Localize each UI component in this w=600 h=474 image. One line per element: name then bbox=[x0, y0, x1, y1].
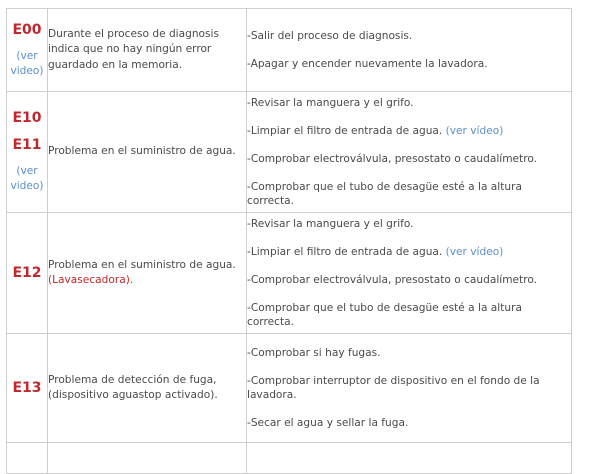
solution-cell bbox=[247, 443, 572, 474]
solution-step: -Comprobar que el tubo de desagüe esté a la altura correcta. bbox=[247, 302, 522, 328]
description-cell bbox=[48, 213, 247, 334]
solution-step: -Comprobar que el tubo de desagüe esté a la altura correcta. bbox=[247, 181, 522, 207]
error-code-e12: E12 bbox=[12, 264, 42, 281]
solution-step: -Revisar la manguera y el grifo. bbox=[247, 218, 414, 230]
solution-step: -Limpiar el filtro de entrada de agua. (ver vídeo) bbox=[247, 246, 504, 258]
solution-step: -Limpiar el filtro de entrada de agua. (ver vídeo) bbox=[247, 125, 504, 137]
video-link[interactable]: (ver bbox=[16, 165, 38, 177]
error-code-e00: E00 bbox=[12, 21, 42, 38]
solution-cell bbox=[247, 213, 572, 334]
solution-step: -Comprobar electroválvula, presostato o caudalímetro. bbox=[247, 274, 537, 286]
solution-step: -Secar el agua y sellar la fuga. bbox=[247, 417, 409, 429]
description-cell bbox=[48, 334, 247, 443]
description-cell bbox=[48, 92, 247, 213]
video-link[interactable]: (ver bbox=[16, 49, 38, 62]
solution-step: -Comprobar si hay fugas. bbox=[247, 347, 381, 359]
error-code-e10: E10 bbox=[12, 110, 42, 126]
error-codes-table bbox=[6, 8, 572, 474]
description-cell bbox=[48, 443, 247, 474]
solution-cell bbox=[247, 9, 572, 92]
description-line: Problema de detección de fuga, bbox=[48, 373, 217, 386]
code-cell bbox=[7, 443, 48, 474]
code-cell bbox=[7, 213, 48, 334]
video-link[interactable]: (ver vídeo) bbox=[445, 125, 504, 137]
description-line: guardado en la memoria. bbox=[48, 58, 183, 71]
solution-step: -Revisar la manguera y el grifo. bbox=[247, 97, 414, 109]
video-link[interactable]: video) bbox=[10, 180, 44, 192]
description-cell bbox=[48, 9, 247, 92]
description-line: indica que no hay ningún error bbox=[48, 43, 212, 56]
code-cell bbox=[7, 92, 48, 213]
error-code-e13: E13 bbox=[12, 379, 42, 396]
table-row bbox=[7, 334, 572, 443]
solution-cell bbox=[247, 334, 572, 443]
table-row bbox=[7, 9, 572, 92]
error-code-e11: E11 bbox=[12, 137, 42, 153]
description-line: (dispositivo aguastop activado). bbox=[48, 389, 218, 401]
solution-step: -Salir del proceso de diagnosis. bbox=[247, 30, 413, 42]
description-line: Problema en el suministro de agua. bbox=[48, 145, 236, 158]
description-note: (Lavasecadora). bbox=[48, 274, 134, 286]
table-row bbox=[7, 92, 572, 213]
video-link[interactable]: (ver vídeo) bbox=[445, 246, 504, 258]
table-row bbox=[7, 443, 572, 474]
solution-step: lavadora. bbox=[247, 389, 297, 401]
code-cell bbox=[7, 334, 48, 443]
video-link[interactable]: video) bbox=[10, 64, 44, 77]
solution-step: -Apagar y encender nuevamente la lavadora. bbox=[247, 58, 488, 70]
description-line: Durante el proceso de diagnosis bbox=[48, 27, 220, 40]
solution-step: -Comprobar interruptor de dispositivo en el fondo de la bbox=[247, 375, 540, 387]
table-row bbox=[7, 213, 572, 334]
solution-cell bbox=[247, 92, 572, 213]
code-cell bbox=[7, 9, 48, 92]
description-line: Problema en el suministro de agua. bbox=[48, 258, 236, 271]
solution-step: -Comprobar electroválvula, presostato o caudalímetro. bbox=[247, 153, 537, 165]
